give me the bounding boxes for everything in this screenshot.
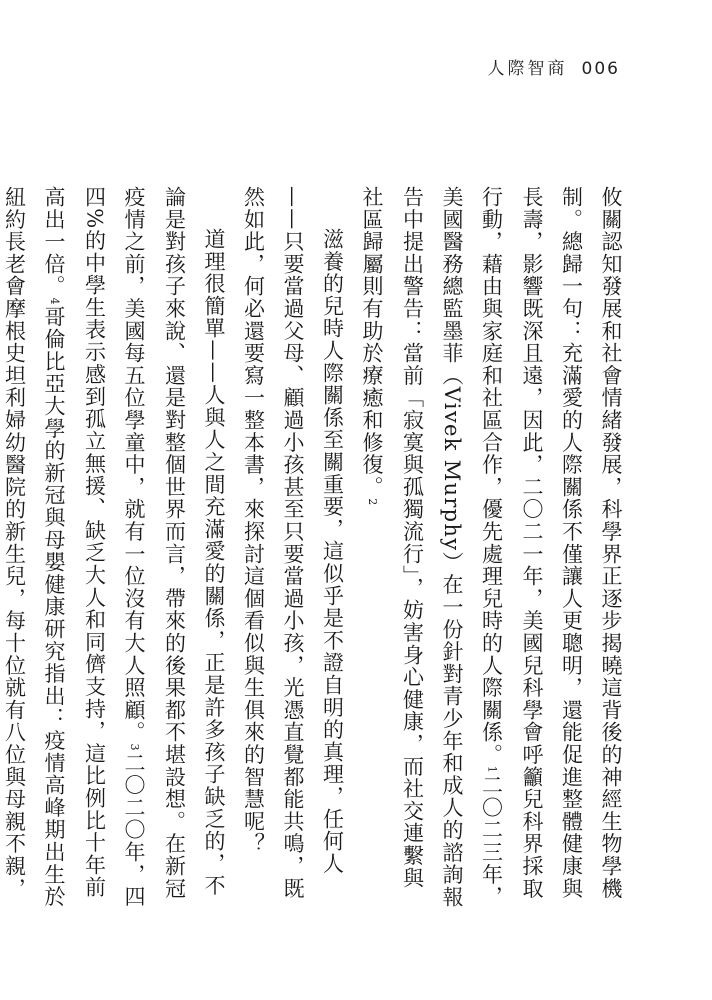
footnote-ref: 4 (48, 297, 61, 306)
paragraph (352, 186, 631, 910)
text-run: 哥倫比亞大學的新冠與母嬰健康研究指出：疫情高峰期出生於紐約長老會摩根史坦利婦幼醫院的新生兒，每十位就有八位與母親不親， (2, 186, 66, 908)
footnote-ref: 3 (128, 743, 141, 752)
text-run: 攸關認知發展和社會情緒發展，科學界正逐步揭曉這背後的神經生物學機制。總歸一句：充滿愛的人際關係不僅讓人更聰明，還能促進整體健康與長壽，影響既深且遠，因此，二〇二一年，美國兒科學會呼籲兒科界採取行動，藉由與家庭和社區合作，優先處理兒時的人際關係。 (479, 186, 623, 900)
running-header (488, 54, 620, 79)
footnote-ref: 1 (485, 765, 499, 775)
text-run: 二〇二三年，美國醫務總監墨菲（Vivek Murphy）在一份針對青少年和成人的諮詢報告中提出警告：當前「寂寞與孤獨流行」，妨害身心健康，而社交連繫與社區歸屬則有助於療癒和修復。 (360, 186, 504, 909)
text-run: 滋養的兒時人際關係至關重要，這似乎是不證自明的真理，任何人——只要當過父母、顧過小孩甚至只要當過小孩，光憑直覺都能共鳴，既然如此，何必還要寫一整本書，來探討這個看似與生俱來的智慧呢？ (241, 186, 345, 900)
text-run: 道理很簡單——人與人之間充滿愛的關係，正是許多孩子缺乏的，不論是對孩子來說、還是對整個世界而言，帶來的後果都不堪設想。在新冠疫情之前，美國每五位學童中，就有一位沒有大人照顧。 (122, 186, 226, 900)
footnote-ref: 2 (366, 498, 379, 507)
body-text (2, 186, 630, 910)
paragraph (233, 186, 352, 910)
book-title: 人際智商 (487, 59, 568, 79)
paragraph (0, 186, 233, 910)
text-run: 二〇二〇年，四四%的中學生表示感到孤立無援、缺乏大人和同儕支持，這比例比十年前高出一倍。 (42, 186, 146, 908)
page-number: 006 (581, 59, 620, 79)
